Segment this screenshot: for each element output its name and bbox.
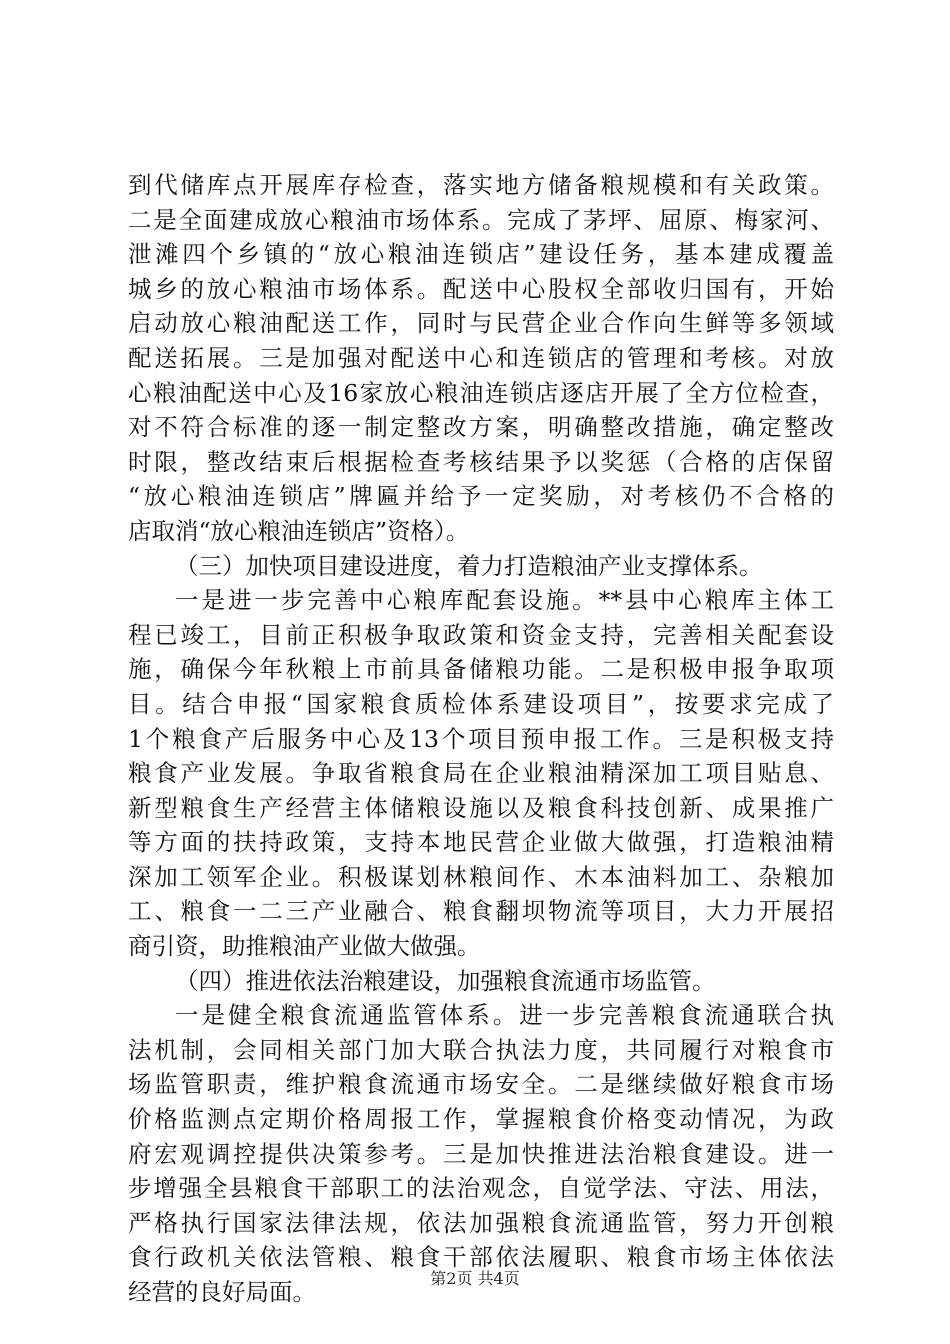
text-line: 泄滩四个乡镇的“放心粮油连锁店”建设任务，基本建成覆盖 bbox=[128, 240, 834, 269]
text-line: 时限，整改结束后根据检查考核结果予以奖惩（合格的店保留 bbox=[128, 447, 834, 476]
text-line: 新型粮食生产经营主体储粮设施以及粮食科技创新、成果推广 bbox=[128, 793, 834, 822]
text-line: （三）加快项目建设进度，着力打造粮油产业支撑体系。 bbox=[175, 551, 763, 580]
text-line: 目。结合申报“国家粮食质检体系建设项目”，按要求完成了 bbox=[128, 689, 834, 718]
text-line: （四）推进依法治粮建设，加强粮食流通市场监管。 bbox=[175, 966, 716, 995]
text-line: 工、粮食一二三产业融合、粮食翻坝物流等项目，大力开展招 bbox=[128, 897, 834, 926]
text-line: 施，确保今年秋粮上市前具备储粮功能。二是积极申报争取项 bbox=[128, 655, 834, 684]
text-line: 商引资，助推粮油产业做大做强。 bbox=[128, 932, 481, 961]
page-footer: 第2页 共4页 bbox=[430, 1269, 520, 1288]
text-line: 粮食产业发展。争取省粮食局在企业粮油精深加工项目贴息、 bbox=[128, 759, 834, 788]
text-line: 严格执行国家法律法规，依法加强粮食流通监管，努力开创粮 bbox=[128, 1208, 834, 1237]
text-line: 经营的良好局面。 bbox=[128, 1278, 316, 1306]
document-body bbox=[128, 168, 834, 1310]
text-line: 等方面的扶持政策，支持本地民营企业做大做强，打造粮油精 bbox=[128, 828, 834, 857]
text-line: 程已竣工，目前正积极争取政策和资金支持，完善相关配套设 bbox=[128, 620, 834, 649]
text-line: 对不符合标准的逐一制定整改方案，明确整改措施，确定整改 bbox=[128, 413, 834, 442]
text-line: 城乡的放心粮油市场体系。配送中心股权全部收归国有，开始 bbox=[128, 274, 834, 303]
text-line: 一是健全粮食流通监管体系。进一步完善粮食流通联合执 bbox=[175, 1001, 834, 1030]
text-line: 启动放心粮油配送工作，同时与民营企业合作向生鲜等多领域 bbox=[128, 309, 834, 338]
text-line: 一是进一步完善中心粮库配套设施。**县中心粮库主体工 bbox=[175, 586, 834, 615]
text-line: 配送拓展。三是加强对配送中心和连锁店的管理和考核。对放 bbox=[128, 343, 834, 372]
text-line: 心粮油配送中心及16家放心粮油连锁店逐店开展了全方位检查， bbox=[128, 378, 834, 407]
text-line: “放心粮油连锁店”牌匾并给予一定奖励，对考核仍不合格的 bbox=[128, 482, 834, 511]
text-line: 店取消“放心粮油连锁店”资格）。 bbox=[128, 516, 470, 545]
text-line: 府宏观调控提供决策参考。三是加快推进法治粮食建设。进一 bbox=[128, 1139, 834, 1168]
text-line: 到代储库点开展库存检查，落实地方储备粮规模和有关政策。 bbox=[128, 171, 834, 199]
text-line: 1个粮食产后服务中心及13个项目预申报工作。三是积极支持 bbox=[128, 724, 834, 753]
text-line: 深加工领军企业。积极谋划林粮间作、木本油料加工、杂粮加 bbox=[128, 862, 834, 891]
text-line: 步增强全县粮食干部职工的法治观念，自觉学法、守法、用法， bbox=[128, 1174, 834, 1203]
text-line: 价格监测点定期价格周报工作，掌握粮食价格变动情况，为政 bbox=[128, 1105, 834, 1134]
text-line: 法机制，会同相关部门加大联合执法力度，共同履行对粮食市 bbox=[128, 1035, 834, 1064]
text-line: 场监管职责，维护粮食流通市场安全。二是继续做好粮食市场 bbox=[128, 1070, 834, 1099]
text-line: 食行政机关依法管粮、粮食干部依法履职、粮食市场主体依法 bbox=[128, 1243, 834, 1272]
text-line: 二是全面建成放心粮油市场体系。完成了茅坪、屈原、梅家河、 bbox=[128, 205, 834, 234]
